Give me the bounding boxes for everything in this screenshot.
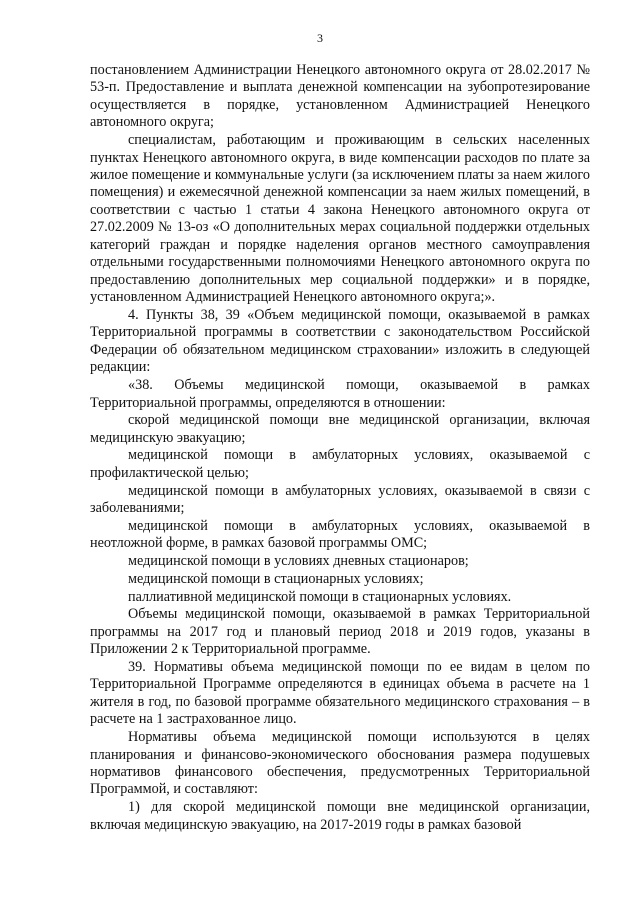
paragraph: специалистам, работающим и проживающим в сельских населенных пунктах Ненецкого автономного округа, в виде компенсации расходов по плате за жилое помещение и коммунальные услуги (за исключением платы за наем жилого помещения) и ежемесячной денежной компенсации за наем жилых помещений, в соответствии с частью 1 статьи 4 закона Ненецкого автономного округа от 27.02.2009 № 13-оз «О дополнительных мерах социальной поддержки отдельных категорий граждан и порядке наделения органов местного самоуправления отдельными государственными полномочиями Ненецкого автономного округа по предоставлению дополнительных мер социальной поддержки» и в порядке, установленном Администрацией Ненецкого автономного округа;». xyxy=(90,132,590,306)
paragraph: 4. Пункты 38, 39 «Объем медицинской помощи, оказываемой в рамках Территориальной программы в соответствии с законодательством Российской Федерации об обязательном медицинском страховании» изложить в следующей редакции: xyxy=(90,306,590,376)
paragraph: Объемы медицинской помощи, оказываемой в рамках Территориальной программы на 2017 год и плановый период 2018 и 2019 годов, указаны в Приложении 2 к Территориальной программе. xyxy=(90,606,590,658)
paragraph: Нормативы объема медицинской помощи используются в целях планирования и финансово-экономического обоснования размера подушевых нормативов финансового обеспечения, предусмотренных Территориальной Программой, и составляют: xyxy=(90,729,590,798)
page-number: 3 xyxy=(317,31,323,45)
document-body xyxy=(90,62,590,834)
paragraph: постановлением Администрации Ненецкого автономного округа от 28.02.2017 № 53-п. Предоставление и выплата денежной компенсации на зубопротезирование осуществляется в порядке, установленном Администрацией Ненецкого автономного округа; xyxy=(90,62,590,131)
paragraph: «38. Объемы медицинской помощи, оказываемой в рамках Территориальной программы, определяются в отношении: xyxy=(90,377,590,411)
paragraph: медицинской помощи в амбулаторных условиях, оказываемой с профилактической целью; xyxy=(90,447,590,481)
paragraph: 39. Нормативы объема медицинской помощи по ее видам в целом по Территориальной Программе определяются в единицах объема в расчете на 1 жителя в год, по базовой программе обязательного медицинского страхования – в расчете на 1 застрахованное лицо. xyxy=(90,658,590,728)
paragraph: скорой медицинской помощи вне медицинской организации, включая медицинскую эвакуацию; xyxy=(90,412,590,446)
paragraph: медицинской помощи в условиях дневных стационаров; xyxy=(128,553,469,570)
paragraph: 1) для скорой медицинской помощи вне медицинской организации, включая медицинскую эвакуацию, на 2017-2019 годы в рамках базовой xyxy=(90,799,590,833)
paragraph: паллиативной медицинской помощи в стационарных условиях. xyxy=(128,588,512,605)
paragraph: медицинской помощи в амбулаторных условиях, оказываемой в неотложной форме, в рамках базовой программы ОМС; xyxy=(90,517,590,552)
paragraph: медицинской помощи в стационарных условиях; xyxy=(128,570,424,587)
paragraph: медицинской помощи в амбулаторных условиях, оказываемой в связи с заболеваниями; xyxy=(90,482,590,517)
